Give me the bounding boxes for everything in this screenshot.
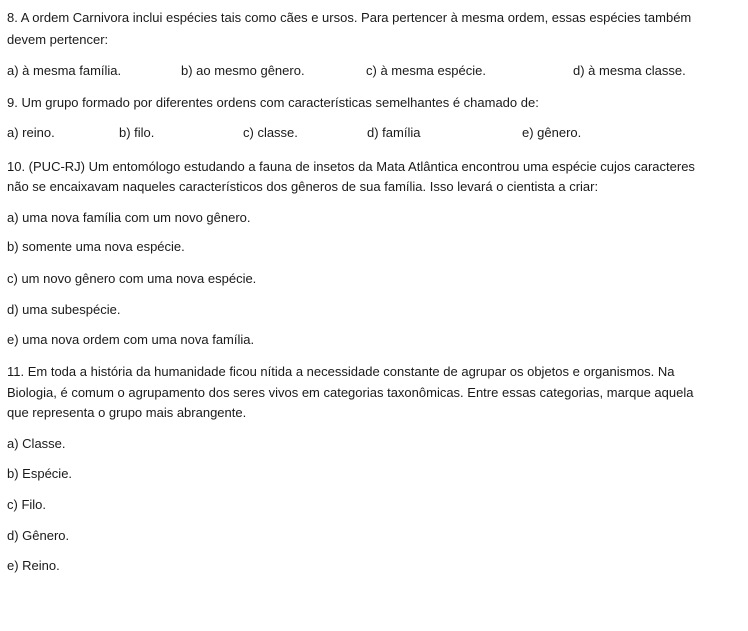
question-11-text-line-1: 11. Em toda a história da humanidade ficou nítida a necessidade constante de agrupar os objetos e organismos. Na [7, 364, 675, 379]
question-10-option-a: a) uma nova família com um novo gênero. [7, 210, 251, 225]
question-8-text-line-2: devem pertencer: [7, 32, 109, 47]
question-10-text-line-2: não se encaixavam naqueles característicos dos gêneros de sua família. Isso levará o cientista a criar: [7, 179, 599, 194]
question-9-option-c: c) classe. [243, 125, 298, 140]
question-11-option-c: c) Filo. [7, 497, 46, 512]
question-8-option-a: a) à mesma família. [7, 63, 122, 78]
question-8-text-line-1: 8. A ordem Carnivora inclui espécies tais como cães e ursos. Para pertencer à mesma ordem, essas espécies também [7, 10, 692, 25]
question-10-option-d: d) uma subespécie. [7, 302, 121, 317]
question-9-option-d: d) família [367, 125, 421, 140]
question-11-text-line-3: que representa o grupo mais abrangente. [7, 405, 247, 420]
question-11-option-b: b) Espécie. [7, 466, 73, 481]
question-10-option-e: e) uma nova ordem com uma nova família. [7, 332, 255, 347]
question-10-option-c: c) um novo gênero com uma nova espécie. [7, 271, 257, 286]
question-9-option-b: b) filo. [119, 125, 155, 140]
question-8-option-c: c) à mesma espécie. [366, 63, 486, 78]
question-9-option-a: a) reino. [7, 125, 55, 140]
question-11-option-a: a) Classe. [7, 436, 66, 451]
question-8-options [0, 62, 748, 80]
question-9-option-e: e) gênero. [522, 125, 582, 140]
question-11-text-line-2: Biologia, é comum o agrupamento dos seres vivos em categorias taxonômicas. Entre essas categorias, marque aquela [7, 385, 694, 400]
question-9-options [0, 124, 748, 142]
question-8-option-d: d) à mesma classe. [573, 63, 686, 78]
question-11-option-d: d) Gênero. [7, 528, 70, 543]
question-9-text-line-1: 9. Um grupo formado por diferentes ordens com características semelhantes é chamado de: [7, 95, 539, 110]
question-11-option-e: e) Reino. [7, 558, 60, 573]
question-10-option-b: b) somente uma nova espécie. [7, 239, 185, 254]
question-8-option-b: b) ao mesmo gênero. [181, 63, 305, 78]
question-10-text-line-1: 10. (PUC-RJ) Um entomólogo estudando a fauna de insetos da Mata Atlântica encontrou uma espécie cujos caracteres [7, 159, 695, 174]
